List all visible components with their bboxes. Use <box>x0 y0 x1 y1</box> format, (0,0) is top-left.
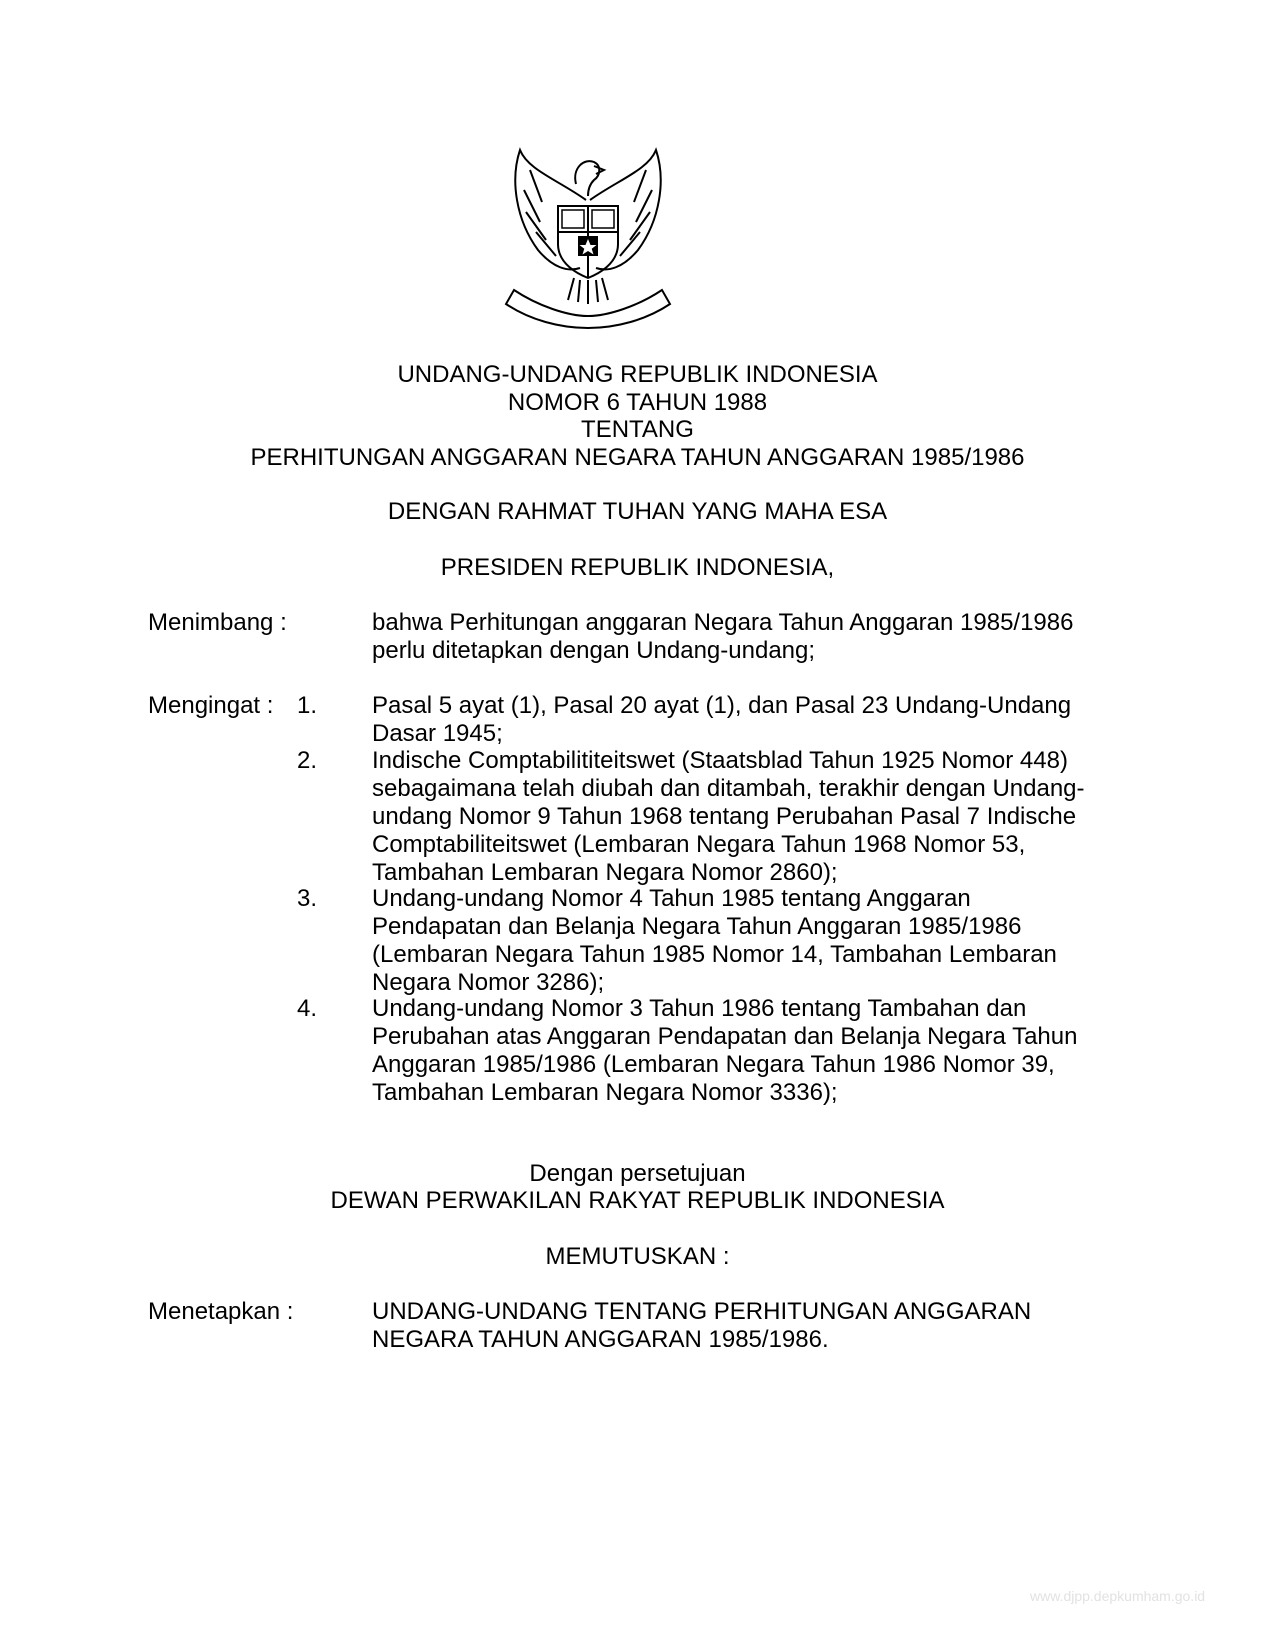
menetapkan-label: Menetapkan : <box>148 1298 294 1325</box>
approval-line-2: DEWAN PERWAKILAN RAKYAT REPUBLIK INDONESIA <box>330 1187 945 1214</box>
title-line-1: UNDANG-UNDANG REPUBLIK INDONESIA <box>397 361 878 388</box>
mengingat-item-1-text: Pasal 5 ayat (1), Pasal 20 ayat (1), dan Pasal 23 Undang-Undang Dasar 1945; <box>372 692 1072 747</box>
title-line-3: TENTANG <box>581 416 694 443</box>
mengingat-item-1-number: 1. <box>297 692 318 719</box>
garuda-emblem-icon <box>498 140 678 332</box>
president-heading: PRESIDEN REPUBLIK INDONESIA, <box>440 554 835 581</box>
mengingat-label: Mengingat : <box>148 692 274 719</box>
watermark: www.djpp.depkumham.go.id <box>1030 1588 1206 1604</box>
title-line-4: PERHITUNGAN ANGGARAN NEGARA TAHUN ANGGARAN 1985/1986 <box>250 444 1025 471</box>
mengingat-item-2-text: Indische Comptabilititeitswet (Staatsblad Tahun 1925 Nomor 448) sebagaimana telah diubah dan ditambah, terakhir dengan Undang-undang Nomor 9 Tahun 1968 tentang Perubahan Pasal 7 Indische Comptabiliteitswet (Lembaran Negara Tahun 1968 Nomor 53, Tambahan Lembaran Negara Nomor 2860); <box>372 747 1085 886</box>
mengingat-item-3-number: 3. <box>297 885 318 912</box>
mengingat-item-3-text: Undang-undang Nomor 4 Tahun 1985 tentang Anggaran Pendapatan dan Belanja Negara Tahun Anggaran 1985/1986 (Lembaran Negara Tahun 1985 Nomor 14, Tambahan Lembaran Negara Nomor 3286); <box>372 885 1057 996</box>
title-line-2: NOMOR 6 TAHUN 1988 <box>507 389 768 416</box>
approval-line-1: Dengan persetujuan <box>529 1160 746 1187</box>
mengingat-item-2-number: 2. <box>297 747 318 774</box>
menetapkan-line-1: UNDANG-UNDANG TENTANG PERHITUNGAN ANGGARAN <box>372 1298 1032 1325</box>
menimbang-text: bahwa Perhitungan anggaran Negara Tahun Anggaran 1985/1986 perlu ditetapkan dengan Undang-undang; <box>372 609 1074 664</box>
decision-heading: MEMUTUSKAN : <box>545 1243 730 1270</box>
mengingat-item-4-number: 4. <box>297 995 318 1022</box>
menetapkan-line-2: NEGARA TAHUN ANGGARAN 1985/1986. <box>372 1326 829 1353</box>
invocation: DENGAN RAHMAT TUHAN YANG MAHA ESA <box>387 498 888 525</box>
menimbang-label: Menimbang : <box>148 609 287 636</box>
mengingat-item-4-text: Undang-undang Nomor 3 Tahun 1986 tentang Tambahan dan Perubahan atas Anggaran Pendapatan dan Belanja Negara Tahun Anggaran 1985/1986 (Lembaran Negara Tahun 1986 Nomor 39, Tambahan Lembaran Negara Nomor 3336); <box>372 995 1078 1106</box>
